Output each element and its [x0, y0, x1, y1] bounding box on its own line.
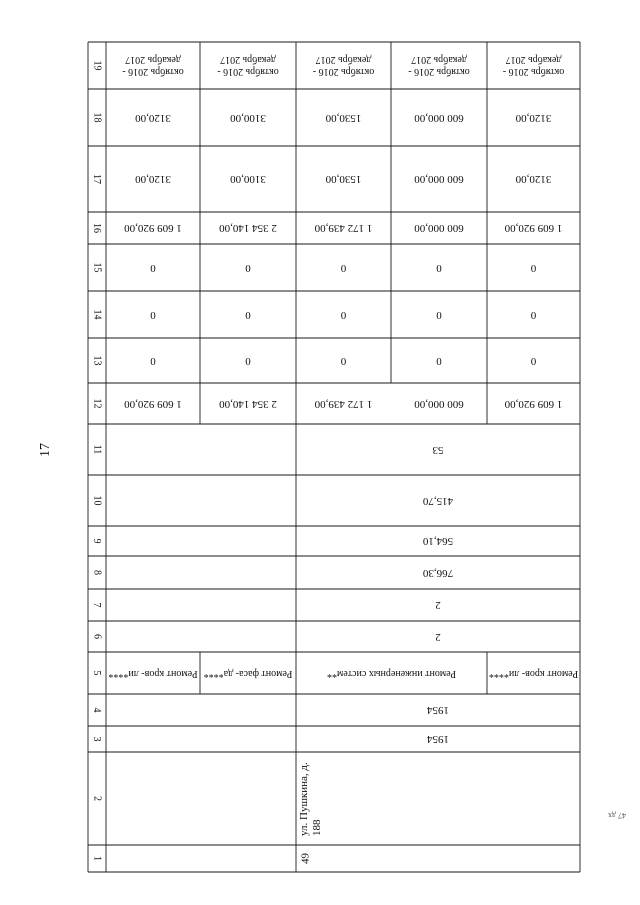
row-b-work-type: Ремонт инженерных систем** — [326, 667, 457, 679]
header-col-12: 12 — [91, 398, 103, 409]
row-a-c16: 1 609 920,00 — [504, 222, 563, 235]
row-d-c17: 3100,00 — [230, 173, 266, 186]
row-c-c18: 1530,00 — [325, 111, 362, 124]
row-e-work-type: Ремонт кров- ли**** — [108, 667, 198, 679]
apartments-area: 415,70 — [422, 494, 454, 507]
floors: 2 — [435, 630, 441, 643]
row-b-c19: октябрь 2016 - декабрь 2017 — [408, 54, 470, 77]
row-a-c18: 3120,00 — [515, 111, 552, 124]
row-c-c14: 0 — [340, 308, 347, 321]
header-col-9: 9 — [91, 538, 103, 544]
row-b-c13: 0 — [436, 354, 442, 367]
row-e-c14: 0 — [150, 308, 156, 321]
row-e-c12: 1 609 920,00 — [124, 397, 182, 410]
header-col-13: 13 — [91, 355, 103, 366]
header-col-11: 11 — [91, 444, 103, 455]
header-col-14: 14 — [91, 309, 103, 320]
header-col-10: 10 — [91, 495, 103, 506]
row-c-c19: октябрь 2016 - декабрь 2017 — [312, 54, 375, 77]
row-d-c19: октябрь 2016 - декабрь 2017 — [217, 54, 279, 77]
row-e-c13: 0 — [150, 354, 156, 367]
row-d-c15: 0 — [245, 261, 251, 274]
row-c-c17: 1530,00 — [325, 173, 362, 186]
total-area: 766,30 — [422, 566, 454, 579]
row-c-c13: 0 — [340, 354, 347, 367]
row-d-c12: 2 354 140,00 — [219, 397, 277, 410]
row-number: 49 — [299, 853, 311, 864]
header-col-18: 18 — [91, 112, 103, 123]
row-b-c12: 600 000,00 — [414, 397, 464, 410]
row-d-c16: 2 354 140,00 — [219, 222, 277, 235]
address: ул. Пушкина, д. 188 — [298, 762, 324, 836]
row-a-c14: 0 — [530, 308, 537, 321]
entrances: 2 — [435, 599, 441, 612]
row-d-work-type: Ремонт фаса- да**** — [203, 667, 293, 679]
header-col-5: 5 — [91, 670, 103, 676]
header-col-3: 3 — [91, 736, 103, 742]
row-e-c16: 1 609 920,00 — [124, 222, 182, 235]
header-col-6: 6 — [91, 634, 103, 639]
year-built: 1954 — [427, 733, 449, 746]
row-b-c18: 600 000,00 — [414, 111, 464, 124]
footer-mark: 47 дх — [607, 811, 627, 820]
row-d-c14: 0 — [245, 308, 251, 321]
row-a-c19: октябрь 2016 - декабрь 2017 — [502, 54, 565, 77]
header-col-8: 8 — [91, 570, 103, 575]
header-col-17: 17 — [91, 174, 103, 184]
row-c-c15: 0 — [340, 261, 347, 274]
residents: 53 — [432, 443, 444, 456]
living-area: 564,10 — [422, 535, 454, 548]
row-b-c15: 0 — [436, 261, 442, 274]
header-col-2: 2 — [91, 796, 103, 801]
row-a-c17: 3120,00 — [515, 173, 552, 186]
row-a-c15: 0 — [530, 261, 537, 274]
row-d-c18: 3100,00 — [230, 111, 266, 124]
row-e-c17: 3120,00 — [135, 173, 171, 186]
row-b-c14: 0 — [436, 308, 442, 321]
year-commission: 1954 — [427, 704, 449, 717]
row-e-c18: 3120,00 — [135, 111, 171, 124]
row-b-c16: 600 000,00 — [414, 222, 464, 235]
row-c-c12: 1 172 439,00 — [314, 397, 373, 410]
page-number: 17 — [38, 443, 53, 457]
row-c-c16: 1 172 439,00 — [314, 222, 373, 235]
row-d-c13: 0 — [245, 354, 251, 367]
header-col-16: 16 — [91, 223, 103, 233]
row-e-c19: октябрь 2016 - декабрь 2017 — [122, 54, 184, 77]
header-col-19: 19 — [91, 60, 103, 71]
row-a-c12: 1 609 920,00 — [504, 397, 563, 410]
header-col-1: 1 — [91, 856, 103, 861]
row-b-c17: 600 000,00 — [414, 173, 464, 186]
row-a-work-type: Ремонт кров- ли**** — [488, 667, 579, 679]
header-col-15: 15 — [91, 262, 103, 273]
header-col-7: 7 — [91, 602, 103, 608]
row-a-c13: 0 — [530, 354, 537, 367]
row-e-c15: 0 — [150, 261, 156, 274]
header-col-4: 4 — [91, 707, 103, 713]
